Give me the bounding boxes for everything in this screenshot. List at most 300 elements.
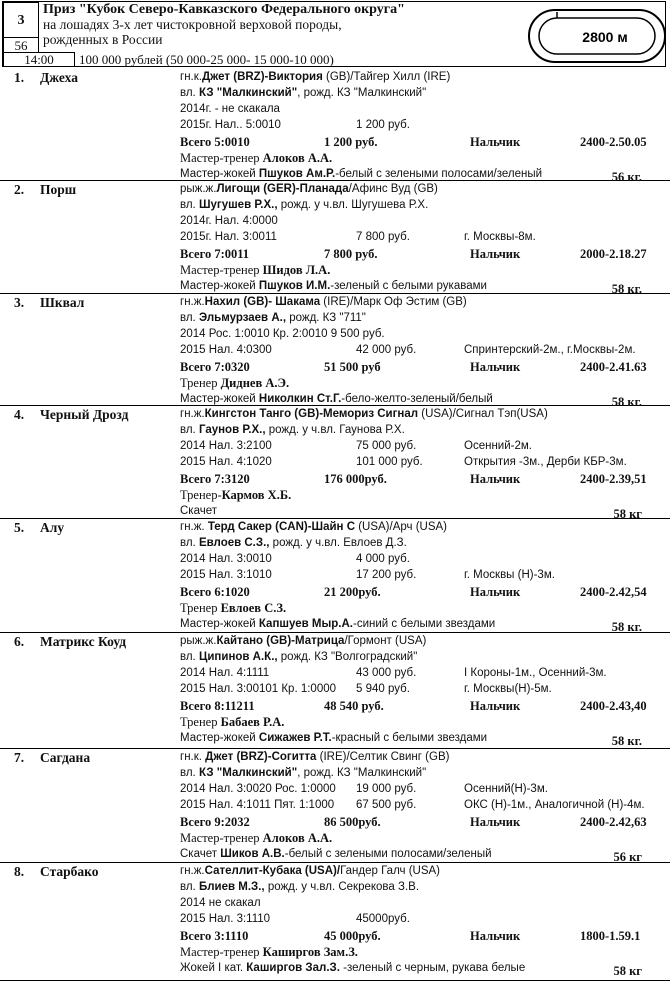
entry-card (0, 862, 670, 981)
owner-prefix: вл. (180, 537, 199, 549)
weight: 58 кг (613, 507, 642, 521)
best-time: 1800-1.59.1 (580, 929, 641, 943)
owner-name: Эльмурзаев А., (198, 312, 287, 324)
best-time: 2400-2.42,54 (580, 585, 647, 599)
trainer-line (180, 151, 332, 166)
record-3-extra-cell (464, 799, 645, 811)
owner-line (180, 87, 426, 99)
horse-color: гн.к. (180, 71, 202, 83)
horse-color: гн.к. (180, 751, 206, 763)
horse-color: гн.ж. (180, 408, 205, 420)
entry-card (0, 293, 670, 409)
record-3-extra-cell (464, 569, 555, 581)
record-2-money-cell (356, 553, 410, 565)
record-3-money-cell (356, 456, 423, 468)
pedigree-line (180, 635, 426, 647)
record-line-3 (180, 569, 272, 581)
jockey-line (180, 280, 487, 292)
record-2-money-cell (356, 913, 410, 925)
horse-color: гн.ж. (180, 296, 205, 308)
race-title (43, 2, 405, 47)
record-line-1 (180, 215, 278, 227)
total-money-cell (324, 699, 384, 714)
silks-colors: -зеленый с черным, рукава белые (339, 962, 526, 974)
total-record: Всего 5:0010 (180, 135, 250, 149)
best-time-cell (580, 247, 647, 262)
total-line (180, 585, 250, 600)
record-3: 2015 Нал. 3:00101 Кр. 1:0000 (180, 683, 337, 695)
record-2-money: 75 000 руб. (356, 440, 417, 452)
trainer-line (180, 488, 291, 503)
jockey-line (180, 962, 525, 974)
breeder: рожд. КЗ "711" (286, 312, 366, 324)
weight: 58 кг. (611, 620, 642, 634)
owner-prefix: вл. (180, 881, 199, 893)
record-2-extra: I Короны-1м., Осенний-3м. (464, 667, 607, 679)
dam: (CAN)-Шайн С (271, 521, 356, 533)
racecourse-cell (470, 699, 520, 714)
race-header (2, 1, 666, 67)
record-2-money-cell (356, 344, 416, 356)
total-money: 86 500руб. (324, 815, 381, 829)
owner-name: Блиев М.З., (198, 881, 265, 893)
record-3-money-cell (356, 569, 416, 581)
best-time-cell (580, 929, 640, 944)
total-line (180, 929, 248, 944)
total-line (180, 360, 250, 375)
trainer-name: Бабаев Р.А. (220, 715, 285, 729)
record-2: 2014 Нал. 3:0010 (180, 553, 272, 565)
record-2: 2015 Нал. 3:1110 (180, 913, 271, 925)
racecourse-cell (470, 247, 520, 262)
pedigree-line (180, 71, 450, 83)
record-2-extra: Осенний-2м. (464, 440, 532, 452)
prize-money: 100 000 рублей (50 000-25 000- 15 000-10 000) (79, 52, 334, 67)
jockey-name: Каширгов Зал.З. (246, 962, 340, 974)
record-2-money-cell (356, 440, 416, 452)
record-2: 2015г. Нал.. 5:0010 (180, 119, 281, 131)
racecourse: Нальчик (470, 815, 521, 829)
record-2-extra: Спринтерский-2м., г.Москвы-2м. (464, 344, 636, 356)
total-money-cell (324, 360, 381, 375)
trainer-prefix: Тренер (180, 601, 221, 615)
breeder: , рожд. КЗ "Малкинский" (297, 87, 427, 99)
entry-card (0, 748, 670, 863)
total-record: Всего 6:1020 (180, 585, 250, 599)
trainer-name: Алоков А.А. (262, 151, 333, 165)
pedigree-line (180, 183, 438, 195)
owner-line (180, 424, 405, 436)
entry-number: 1. (14, 70, 25, 85)
weight: 58 кг. (611, 395, 642, 409)
sire: Кингстон Танго (204, 408, 292, 420)
jockey-line (180, 732, 487, 744)
owner-prefix: вл. (180, 767, 199, 779)
record-3-money: 17 200 руб. (356, 569, 417, 581)
owner-line (180, 651, 417, 663)
weight: 58 кг. (611, 282, 642, 296)
racecourse: Нальчик (470, 929, 521, 943)
record-2-extra: Осенний(Н)-3м. (464, 783, 548, 795)
entry-card (0, 68, 670, 184)
record-line-2 (180, 783, 336, 795)
dam: (GB)-Матрица (263, 635, 345, 647)
owner-name: КЗ "Малкинский" (198, 767, 298, 779)
silks-colors: -зеленый с белыми рукавами (330, 280, 487, 292)
record-line-3 (180, 683, 336, 695)
total-money-cell (324, 929, 381, 944)
horse-color: рыж.ж. (180, 635, 217, 647)
jockey-line (180, 618, 495, 630)
total-record: Всего 7:3120 (180, 472, 250, 486)
silks-colors: -бело-желто-зеленый/белый (341, 393, 493, 405)
start-time: 14:00 (3, 52, 75, 67)
record-2-extra-cell (464, 231, 536, 243)
total-record: Всего 8:11211 (180, 699, 255, 713)
total-money: 1 200 руб. (324, 135, 378, 149)
record-2-money: 4 000 руб. (356, 553, 410, 565)
total-line (180, 699, 255, 714)
entry-card (0, 405, 670, 519)
total-record: Всего 7:0320 (180, 360, 250, 374)
racecourse-cell (470, 929, 520, 944)
record-line-2 (180, 119, 281, 131)
record-3-extra-cell (464, 456, 627, 468)
record-1: 2014г. Нал. 4:0000 (180, 215, 278, 227)
record-2-extra-cell (464, 783, 548, 795)
record-1: 2014 Рос. 1:0010 Кр. 2:0010 9 500 руб. (180, 328, 385, 340)
entry-number: 5. (14, 520, 25, 535)
entry-card (0, 632, 670, 749)
sire: Нахил (204, 296, 241, 308)
racecourse-cell (470, 585, 520, 600)
record-3-extra: г. Москвы(Н)-5м. (464, 683, 552, 695)
trainer-prefix: Тренер (180, 715, 221, 729)
total-money-cell (324, 135, 378, 150)
jockey-line (180, 505, 217, 517)
horse-name: Сагдана (40, 750, 91, 765)
record-line-2 (180, 913, 270, 925)
total-record: Всего 7:0011 (180, 247, 250, 261)
record-3-extra: ОКС (Н)-1м., Аналогичной (Н)-4м. (464, 799, 645, 811)
sire: Кайтано (216, 635, 264, 647)
weight: 58 кг. (611, 734, 642, 748)
horse-name: Алу (40, 520, 65, 535)
weight: 56 кг. (611, 170, 642, 184)
jockey-name: Николкин Ст.Г. (258, 393, 342, 405)
jockey-prefix: Мастер-жокей (180, 618, 259, 630)
record-2: 2014 Нал. 4:1111 (180, 667, 270, 679)
record-2-money: 45000руб. (356, 913, 410, 925)
pedigree-rest: (GB)/Тайгер Хилл (IRE) (322, 71, 451, 83)
best-time-cell (580, 585, 647, 600)
owner-prefix: вл. (180, 87, 199, 99)
track-distance: 2800 м (582, 29, 628, 45)
record-2-money: 43 000 руб. (356, 667, 417, 679)
sire: Терд Сакер (207, 521, 272, 533)
trainer-line (180, 376, 289, 391)
owner-line (180, 537, 407, 549)
sire: Джет (BRZ) (201, 71, 265, 83)
racecourse: Нальчик (470, 247, 521, 261)
trainer-name: Шидов Л.А. (262, 263, 331, 277)
horse-name: Старбако (40, 864, 99, 879)
best-time: 2400-2.43,40 (580, 699, 647, 713)
record-3-money: 5 940 руб. (356, 683, 410, 695)
record-2-money: 7 800 руб. (356, 231, 410, 243)
dam: (GER)-Планада (260, 183, 349, 195)
record-2-extra-cell (464, 344, 636, 356)
record-2-money: 1 200 руб. (356, 119, 410, 131)
total-money-cell (324, 585, 381, 600)
dam: (BRZ)-Согитта (233, 751, 317, 763)
weight: 58 кг (613, 964, 642, 978)
owner-name: Гаунов Р.Х., (198, 424, 266, 436)
race-title-line1: Приз "Кубок Северо-Кавказского Федерального округа" (43, 2, 405, 17)
owner-prefix: вл. (180, 424, 199, 436)
trainer-line (180, 831, 332, 846)
total-money: 45 000руб. (324, 929, 381, 943)
jockey-prefix: Скачет (180, 505, 218, 517)
weight: 56 кг (613, 850, 642, 864)
record-2-money-cell (356, 119, 410, 131)
trainer-name: Диднев А.Э. (220, 376, 290, 390)
jockey-line (180, 168, 542, 180)
total-line (180, 472, 250, 487)
best-time-cell (580, 360, 647, 375)
pedigree-rest: /Гормонт (USA) (344, 635, 427, 647)
trainer-prefix: Мастер-тренер (180, 831, 263, 845)
record-line-3 (180, 799, 334, 811)
best-time: 2000-2.18.27 (580, 247, 647, 261)
breeder: рожд. у ч.вл. Гаунова Р.Х. (265, 424, 405, 436)
record-1: 2014 не скакал (180, 897, 261, 909)
entry-number: 3. (14, 295, 25, 310)
owner-name: КЗ "Малкинский" (198, 87, 298, 99)
entry-number: 2. (14, 182, 25, 197)
record-3-extra: Открытия -3м., Дерби КБР-3м. (464, 456, 627, 468)
total-line (180, 247, 249, 262)
record-3-extra: г. Москвы (Н)-3м. (464, 569, 555, 581)
track-oval-icon (527, 6, 667, 66)
record-3: 2015 Нал. 3:1010 (180, 569, 272, 581)
best-time: 2400-2.50.05 (580, 135, 647, 149)
total-money: 176 000руб. (324, 472, 387, 486)
record-2-extra-cell (464, 667, 607, 679)
pedigree-line (180, 521, 447, 533)
best-time: 2400-2.42,63 (580, 815, 647, 829)
best-time-cell (580, 135, 647, 150)
record-2: 2014 Нал. 3:2100 (180, 440, 272, 452)
total-money-cell (324, 472, 387, 487)
trainer-name: Каширгов Зам.З. (262, 945, 358, 959)
trainer-line (180, 263, 330, 278)
record-2: 2015 Нал. 4:0300 (180, 344, 272, 356)
total-record: Всего 9:2032 (180, 815, 250, 829)
owner-prefix: вл. (180, 312, 199, 324)
jockey-prefix: Скачет (180, 848, 221, 860)
race-number: 3 (3, 2, 39, 38)
jockey-prefix: Мастер-жокей (180, 393, 259, 405)
entry-number: 7. (14, 750, 25, 765)
record-2-money-cell (356, 667, 416, 679)
racecourse-cell (470, 360, 520, 375)
record-2-money: 19 000 руб. (356, 783, 417, 795)
racecourse-cell (470, 135, 520, 150)
trainer-name: Алоков А.А. (262, 831, 333, 845)
record-3-money-cell (356, 683, 410, 695)
race-title-line3: рожденных в России (43, 32, 163, 47)
pedigree-rest: (IRE)/Марк Оф Эстим (GB) (320, 296, 467, 308)
jockey-prefix: Мастер-жокей (180, 168, 259, 180)
record-line-1 (180, 103, 280, 115)
trainer-name: Евлоев С.З. (220, 601, 287, 615)
jockey-name: Пшуков Ам.Р. (258, 168, 336, 180)
owner-line (180, 312, 366, 324)
record-2-money-cell (356, 231, 410, 243)
horse-color: гн.ж. (180, 865, 205, 877)
trainer-prefix: Тренер (180, 376, 221, 390)
jockey-line (180, 848, 492, 860)
total-record: Всего 3:1110 (180, 929, 249, 943)
jockey-name: Пшуков И.М. (258, 280, 331, 292)
sire: Лигощи (216, 183, 261, 195)
breeder: рожд. у ч.вл. Шугушева Р.Х. (277, 199, 429, 211)
owner-line (180, 881, 419, 893)
breeder: рожд. у ч.вл. Евлоев Д.З. (269, 537, 407, 549)
jockey-prefix: Мастер-жокей (180, 280, 259, 292)
silks-colors: -белый с зелеными полосами/зеленый (335, 168, 543, 180)
dam: (GB)- Шакама (240, 296, 321, 308)
breeder: рожд. КЗ "Волгоградский" (277, 651, 418, 663)
owner-line (180, 199, 428, 211)
dam: (GB)-Мемориз Сигнал (291, 408, 419, 420)
jockey-line (180, 393, 493, 405)
jockey-name: Капшуев Мыр.А. (258, 618, 354, 630)
racecourse: Нальчик (470, 585, 521, 599)
owner-name: Евлоев С.З., (198, 537, 270, 549)
best-time-cell (580, 699, 647, 714)
sire: Джет (205, 751, 234, 763)
pedigree-line (180, 408, 548, 420)
silks-colors: -синий с белыми звездами (353, 618, 496, 630)
record-line-2 (180, 667, 269, 679)
pedigree-rest: (USA)/Сигнал Тэп(USA) (418, 408, 548, 420)
record-2: 2014 Нал. 3:0020 Рос. 1:0000 (180, 783, 336, 795)
owner-name: Ципинов А.К., (198, 651, 278, 663)
record-line-3 (180, 456, 272, 468)
pedigree-rest: Гандер Галч (USA) (340, 865, 441, 877)
breeder: , рожд. КЗ "Малкинский" (297, 767, 427, 779)
trainer-line (180, 945, 358, 960)
jockey-name: Сижажев Р.Т. (258, 732, 332, 744)
trainer-prefix: Мастер-тренер (180, 945, 263, 959)
horse-name: Черный Дрозд (40, 407, 129, 422)
record-line-2 (180, 231, 277, 243)
trainer-line (180, 601, 286, 616)
total-money: 51 500 руб (324, 360, 381, 374)
trainer-prefix: Мастер-тренер (180, 263, 263, 277)
racecourse: Нальчик (470, 360, 521, 374)
silks-colors: -красный с белыми звездами (331, 732, 488, 744)
race-title-line2: на лошадях 3-х лет чистокровной верховой породы, (43, 17, 342, 32)
pedigree-rest: /Афинс Вуд (GB) (348, 183, 438, 195)
pedigree-line (180, 751, 449, 763)
entry-card (0, 180, 670, 294)
total-money: 7 800 руб. (324, 247, 378, 261)
total-line (180, 135, 250, 150)
record-2: 2015г. Нал. 3:0011 (180, 231, 277, 243)
record-line-1 (180, 328, 385, 340)
owner-prefix: вл. (180, 651, 199, 663)
record-2-money: 42 000 руб. (356, 344, 417, 356)
record-3-extra-cell (464, 683, 552, 695)
pedigree-rest: (USA)/Арч (USA) (355, 521, 448, 533)
racecourse: Нальчик (470, 472, 521, 486)
record-1: 2014г. - не скакала (180, 103, 280, 115)
record-3-money: 101 000 руб. (356, 456, 423, 468)
owner-name: Шугушев Р.Х., (198, 199, 278, 211)
trainer-line (180, 715, 284, 730)
pedigree-line (180, 865, 440, 877)
horse-count: 56 (3, 37, 39, 53)
horse-color: рыж.ж. (180, 183, 217, 195)
record-line-2 (180, 553, 272, 565)
total-money-cell (324, 247, 378, 262)
record-2-extra: г. Москвы-8м. (464, 231, 536, 243)
sire: Сателлит-Кубака (204, 865, 302, 877)
jockey-name: Шиков А.В. (220, 848, 285, 860)
horse-name: Шквал (40, 295, 85, 310)
owner-prefix: вл. (180, 199, 199, 211)
entry-number: 6. (14, 634, 25, 649)
record-3: 2015 Нал. 4:1011 Пят. 1:1000 (180, 799, 335, 811)
total-money-cell (324, 815, 381, 830)
entry-number: 4. (14, 407, 25, 422)
trainer-prefix: Мастер-тренер (180, 151, 263, 165)
racecourse-cell (470, 472, 520, 487)
record-line-2 (180, 440, 272, 452)
horse-name: Матрикс Коуд (40, 634, 127, 649)
racecourse-cell (470, 815, 520, 830)
record-2-money-cell (356, 783, 416, 795)
entry-number: 8. (14, 864, 25, 879)
horse-name: Джеха (40, 70, 78, 85)
entry-card (0, 518, 670, 633)
dam: (USA)/ (301, 865, 341, 877)
horse-name: Порш (40, 182, 77, 197)
best-time-cell (580, 815, 647, 830)
jockey-prefix: Жокей I кат. (180, 962, 247, 974)
jockey-prefix: Мастер-жокей (180, 732, 259, 744)
record-line-2 (180, 344, 272, 356)
total-line (180, 815, 250, 830)
owner-line (180, 767, 426, 779)
record-line-1 (180, 897, 261, 909)
best-time: 2400-2.41.63 (580, 360, 647, 374)
breeder: рожд. у ч.вл. Секрекова З.В. (264, 881, 420, 893)
dam: -Виктория (264, 71, 323, 83)
silks-colors: -белый с зелеными полосами/зеленый (284, 848, 492, 860)
total-money: 21 200руб. (324, 585, 381, 599)
pedigree-line (180, 296, 467, 308)
record-3-money-cell (356, 799, 416, 811)
record-2-extra-cell (464, 440, 532, 452)
record-3-money: 67 500 руб. (356, 799, 417, 811)
racecourse: Нальчик (470, 699, 521, 713)
trainer-name: Кармов Х.Б. (221, 488, 292, 502)
total-money: 48 540 руб. (324, 699, 384, 713)
